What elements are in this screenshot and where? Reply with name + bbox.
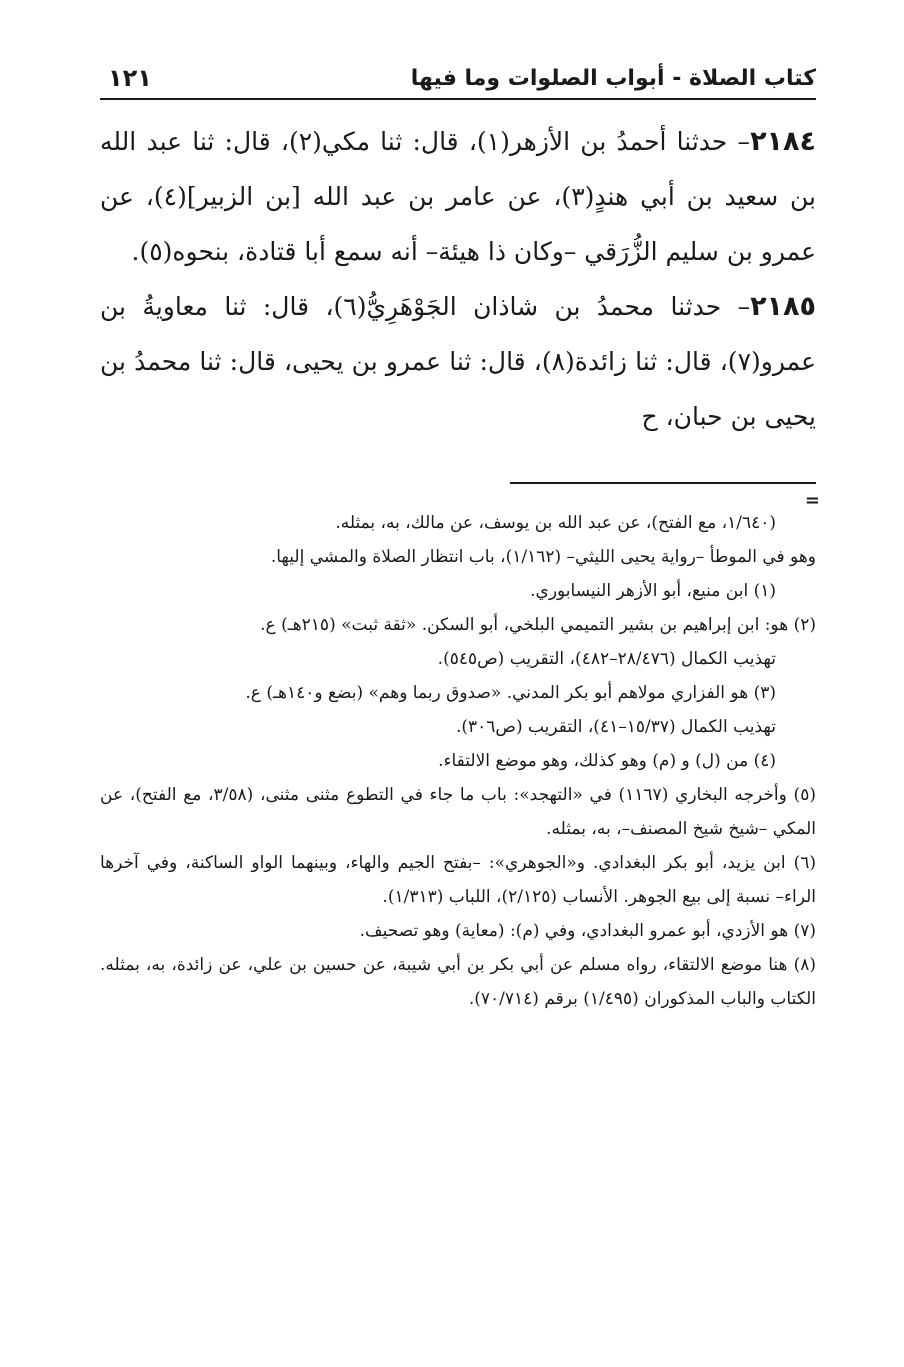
hadith-number: ٢١٨٥ — [750, 291, 816, 322]
hadith-number: ٢١٨٤ — [750, 126, 816, 157]
footnote-line: (١/٦٤٠، مع الفتح)، عن عبد الله بن يوسف، عن مالك، به، بمثله. — [335, 513, 776, 533]
footnotes — [100, 506, 816, 1016]
page-number: ١٢١ — [108, 64, 152, 92]
hadith-text: – حدثنا محمدُ بن شاذان الجَوْهَرِيُّ(٦)، قال: ثنا معاويةُ بن عمرو(٧)، قال: ثنا زائدة(٨)، قال: ثنا عمرو بن يحيى، قال: ثنا محمدُ بن يحيى بن حبان، ح — [100, 292, 816, 431]
footnote-line: (٢) هو: ابن إبراهيم بن بشير التميمي البلخي، أبو السكن. «ثقة ثبت» (٢١٥هـ) ع. — [260, 615, 816, 635]
footnote-line: وهو في الموطأ –رواية يحيى الليثي– (١/١٦٢)، باب انتظار الصلاة والمشي إليها. — [270, 547, 816, 567]
page-header — [100, 62, 816, 100]
footnote-line: (٣) هو الفزاري مولاهم أبو بكر المدني. «صدوق ربما وهم» (بضع و١٤٠هـ) ع. — [245, 683, 776, 703]
footnote-line: (٥) وأخرجه البخاري (١١٦٧) في «التهجد»: باب ما جاء في التطوع مثنى مثنى، (٣/٥٨، مع الفتح)، عن المكي –شيخ شيخ المصنف–، به، بمثله. — [100, 785, 816, 839]
book-page — [100, 62, 820, 1016]
footnote-line: (٨) هنا موضع الالتقاء، رواه مسلم عن أبي بكر بن أبي شيبة، عن حسين بن علي، عن زائدة، به، بمثله. الكتاب والباب المذكوران (١/٤٩٥) برقم (٧٠/٧١٤). — [100, 955, 816, 1009]
footnote-line: (٤) من (ل) و (م) وهو كذلك، وهو موضع الالتقاء. — [438, 751, 776, 771]
hadith-2185 — [100, 279, 816, 444]
hadith-text: – حدثنا أحمدُ بن الأزهر(١)، قال: ثنا مكي(٢)، قال: ثنا عبد الله بن سعيد بن أبي هندٍ(٣)، عن عامر بن عبد الله [بن الزبير](٤)، عن عمرو بن سليم الزُّرَقي –وكان ذا هيئة– أنه سمع أبا قتادة، بنحوه(٥). — [100, 127, 816, 266]
footnote-line: تهذيب الكمال (١٥/٣٧–٤١)، التقريب (ص٣٠٦). — [455, 717, 776, 737]
footnote-line: (٧) هو الأزدي، أبو عمرو البغدادي، وفي (م): (معاية) وهو تصحيف. — [359, 921, 816, 941]
running-title: كتاب الصلاة - أبواب الصلوات وما فيها — [410, 66, 816, 91]
footnote-line: (٦) ابن يزيد، أبو بكر البغدادي. و«الجوهري»: –بفتح الجيم والهاء، وبينهما الواو الساكنة، وفي آخرها الراء– نسبة إلى بيع الجوهر. الأنساب (٢/١٢٥)، اللباب (١/٣١٣). — [100, 853, 816, 907]
continuation-mark: = — [804, 490, 820, 511]
footnote-separator — [100, 462, 820, 511]
hadith-2184 — [100, 114, 816, 279]
footnote-line: (١) ابن منيع، أبو الأزهر النيسابوري. — [530, 581, 776, 601]
main-text — [100, 114, 816, 444]
footnote-rule — [510, 482, 816, 484]
footnote-line: تهذيب الكمال (٢٨/٤٧٦–٤٨٢)، التقريب (ص٥٤٥). — [437, 649, 776, 669]
